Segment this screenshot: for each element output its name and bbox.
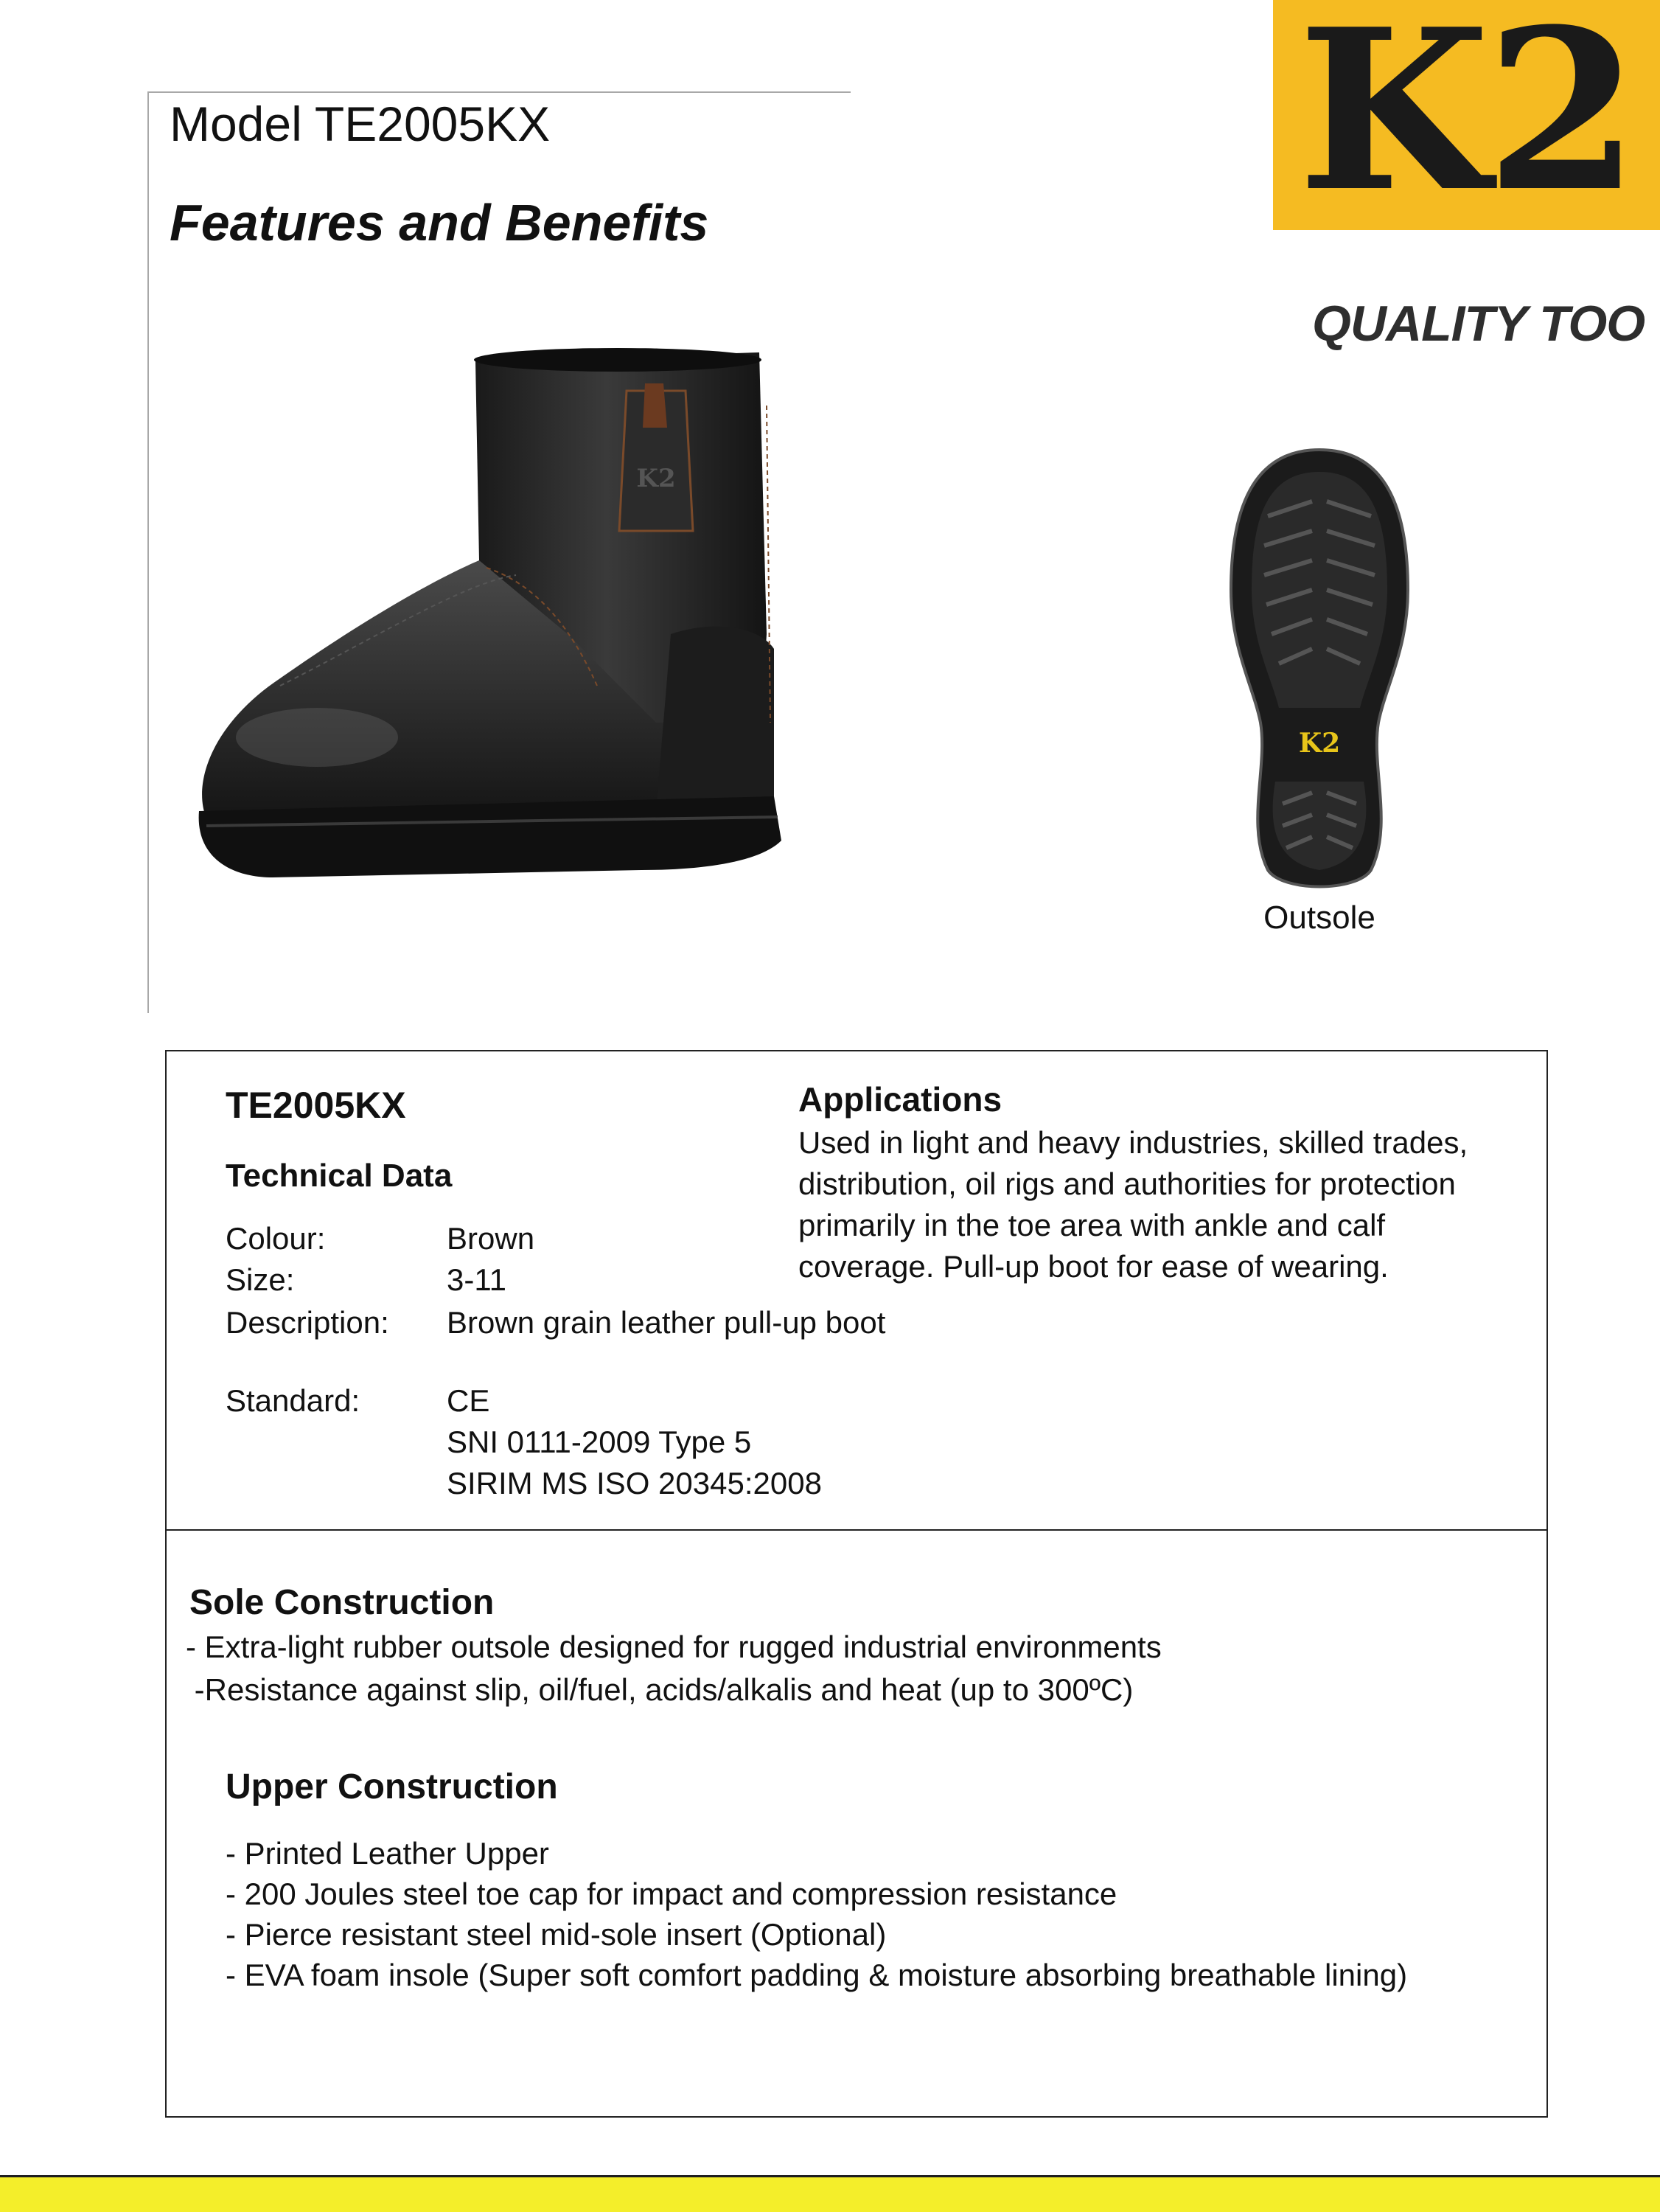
- description-label: Description:: [226, 1305, 389, 1340]
- standard-value-sirim: SIRIM MS ISO 20345:2008: [447, 1466, 822, 1500]
- sole-line: -Resistance against slip, oil/fuel, acids/alkalis and heat (up to 300ºC): [186, 1672, 1134, 1707]
- colour-value: Brown: [447, 1221, 535, 1256]
- applications-line: distribution, oil rigs and authorities for protection: [798, 1166, 1456, 1201]
- k2-logo-text: K2: [1297, 0, 1636, 240]
- size-value: 3-11: [447, 1262, 506, 1297]
- applications-body: [798, 1122, 1535, 1287]
- brand-tagline: QUALITY TOO: [1312, 296, 1645, 352]
- standard-label: Standard:: [226, 1383, 360, 1418]
- outsole-image: [1224, 442, 1415, 900]
- sole-line: - Extra-light rubber outsole designed for rugged industrial environments: [186, 1630, 1162, 1664]
- description-value: Brown grain leather pull-up boot: [447, 1305, 886, 1340]
- colour-label: Colour:: [226, 1221, 326, 1256]
- features-title: Features and Benefits: [170, 194, 709, 251]
- upper-line: - Printed Leather Upper: [226, 1836, 549, 1871]
- sole-construction-title: Sole Construction: [189, 1583, 495, 1622]
- applications-line: coverage. Pull-up boot for ease of wearing.: [798, 1249, 1389, 1284]
- spec-model-title: TE2005KX: [226, 1085, 406, 1126]
- upper-construction-title: Upper Construction: [226, 1767, 558, 1806]
- standard-value: CE: [447, 1383, 490, 1418]
- applications-title: Applications: [798, 1080, 1002, 1119]
- upper-line: - EVA foam insole (Super soft comfort padding & moisture absorbing breathable lining): [226, 1958, 1408, 1992]
- header-top-rule: [147, 91, 851, 93]
- upper-construction-list: [226, 1833, 1479, 1995]
- applications-line: primarily in the toe area with ankle and calf: [798, 1208, 1386, 1242]
- upper-line: - 200 Joules steel toe cap for impact and compression resistance: [226, 1877, 1117, 1911]
- upper-line: - Pierce resistant steel mid-sole insert (Optional): [226, 1917, 887, 1952]
- size-label: Size:: [226, 1262, 295, 1297]
- footer-bar: [0, 2175, 1660, 2212]
- standard-value-sni: SNI 0111-2009 Type 5: [447, 1425, 752, 1459]
- k2-logo: [1273, 0, 1660, 240]
- outsole-caption: Outsole: [1263, 900, 1375, 936]
- technical-data-heading: Technical Data: [226, 1158, 453, 1194]
- spec-divider: [165, 1529, 1548, 1531]
- outsole-logo: K2: [1298, 728, 1341, 759]
- boot-tab-logo: K2: [636, 464, 676, 493]
- header-left-rule: [147, 91, 149, 1013]
- model-title: Model TE2005KX: [170, 97, 551, 151]
- boot-image: [184, 339, 796, 929]
- applications-line: Used in light and heavy industries, skilled trades,: [798, 1125, 1468, 1160]
